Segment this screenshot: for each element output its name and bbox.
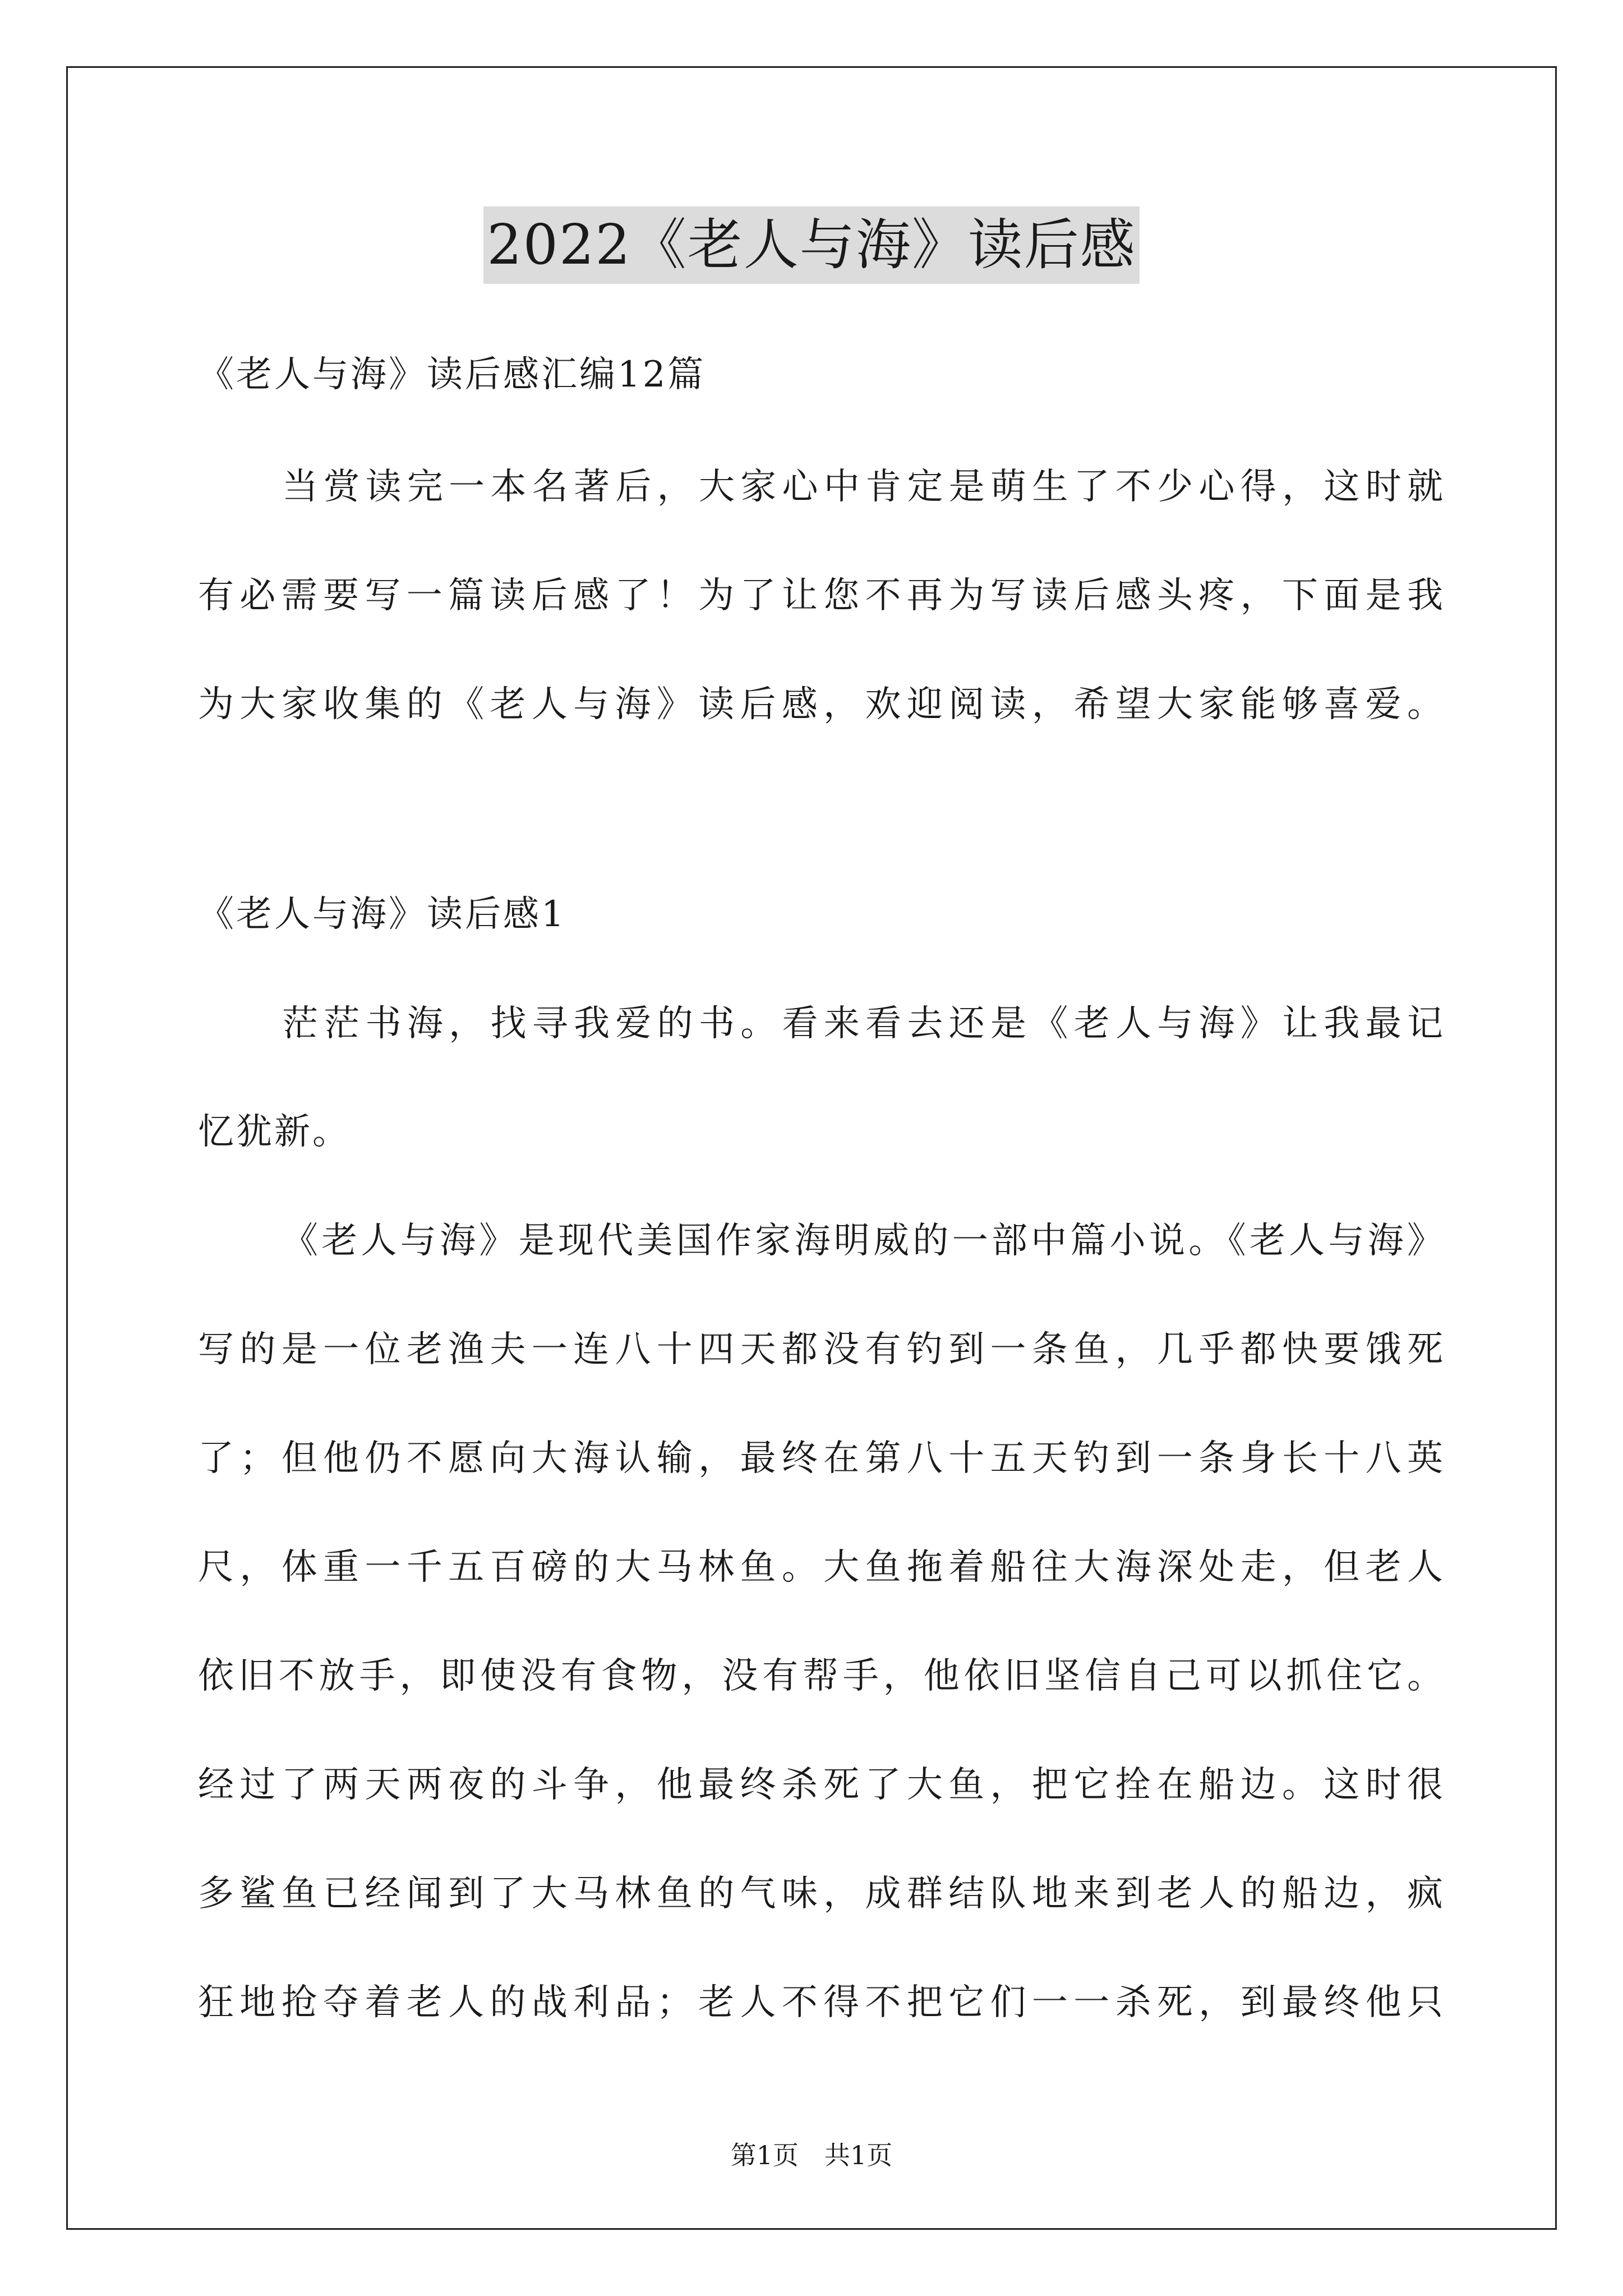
document-title: 2022《老人与海》读后感 [483, 206, 1139, 284]
paragraph-line: 经过了两天两夜的斗争，他最终杀死了大鱼，把它拴在船边。这时很 [198, 1764, 1443, 1806]
paragraph-line: 依旧不放手，即使没有食物，没有帮手，他依旧坚信自己可以抓住它。 [198, 1655, 1443, 1697]
paragraph-line: 忆犹新。 [198, 1111, 351, 1153]
intro-line: 为大家收集的《老人与海》读后感，欢迎阅读，希望大家能够喜爱。 [198, 684, 1443, 725]
paragraph-line: 写的是一位老渔夫一连八十四天都没有钓到一条鱼，几乎都快要饿死 [198, 1329, 1443, 1370]
title-container [0, 206, 1623, 284]
intro-line: 有必需要写一篇读后感了！为了让您不再为写读后感头疼，下面是我 [198, 575, 1443, 616]
page-footer: 第1页 共1页 [730, 2140, 893, 2170]
intro-line: 当赏读完一本名著后，大家心中肯定是萌生了不少心得，这时就 [282, 466, 1443, 508]
section-heading: 《老人与海》读后感1 [198, 894, 566, 935]
document-subtitle: 《老人与海》读后感汇编12篇 [198, 354, 706, 395]
paragraph-line: 《老人与海》是现代美国作家海明威的一部中篇小说。《老人与海》 [282, 1220, 1443, 1262]
paragraph-line: 尺，体重一千五百磅的大马林鱼。大鱼拖着船往大海深处走，但老人 [198, 1547, 1443, 1588]
paragraph-line: 了；但他仍不愿向大海认输，最终在第八十五天钓到一条身长十八英 [198, 1438, 1443, 1479]
paragraph-line: 狂地抢夺着老人的战利品；老人不得不把它们一一杀死，到最终他只 [198, 1982, 1443, 2023]
paragraph-line: 茫茫书海，找寻我爱的书。看来看去还是《老人与海》让我最记 [282, 1003, 1443, 1045]
paragraph-line: 多鲨鱼已经闻到了大马林鱼的气味，成群结队地来到老人的船边，疯 [198, 1873, 1443, 1915]
